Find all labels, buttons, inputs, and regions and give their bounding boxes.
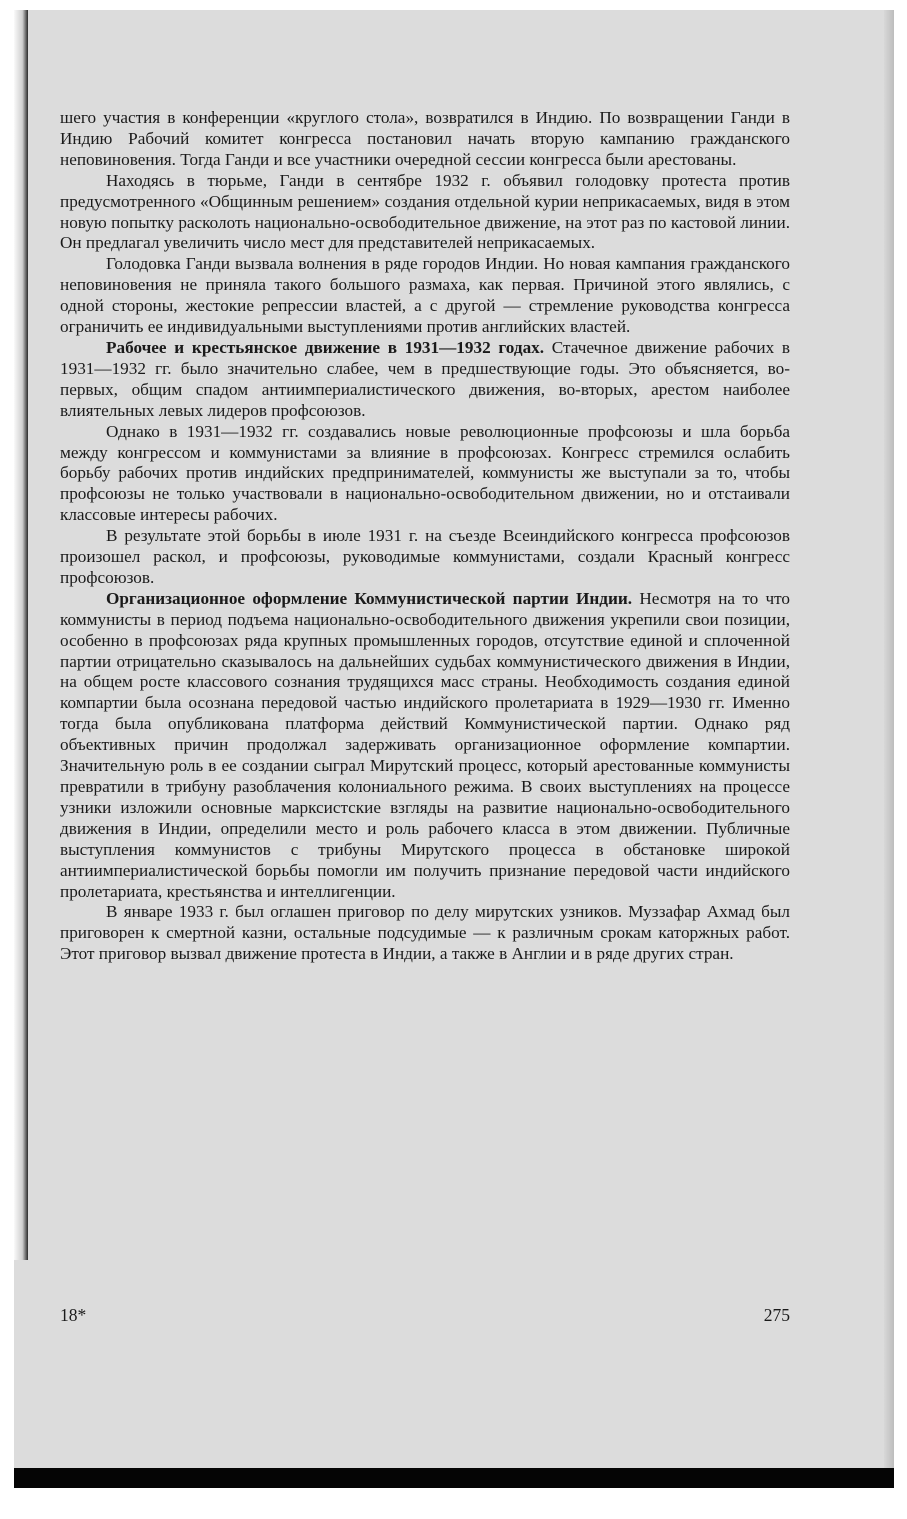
paragraph-1-text: шего участия в конференции «круглого стола», возвратился в Индию. По возвращении Ганди в Индию Рабочий комитет конгресса постановил начать вторую кампанию гражданского неповиновения. Тогда Ганди и все участники очередной сессии конгресса были арестованы. xyxy=(60,108,790,169)
paragraph-6-text: В результате этой борьбы в июле 1931 г. на съезде Всеиндийского конгресса профсоюзов произошел раскол, и профсоюзы, руководимые коммунистами, создали Красный конгресс профсоюзов. xyxy=(60,526,790,587)
section-heading-communist-party: Организационное оформление Коммунистической партии Индии. xyxy=(106,588,633,608)
scan-bottom-border xyxy=(14,1468,894,1488)
paragraph-2 xyxy=(60,171,790,255)
signature-mark: 18* xyxy=(60,1305,87,1325)
paragraph-2-text: Находясь в тюрьме, Ганди в сентябре 1932 г. объявил голодовку протеста против предусмотренного «Общинным решением» создания отдельной курии неприкасаемых, видя в этом новую попытку расколоть национально-освободительное движение, на этот раз по кастовой линии. Он предлагал увеличить число мест для представителей неприкасаемых. xyxy=(60,170,790,253)
paragraph-4-text: Стачечное движение рабочих в 1931—1932 гг. было значительно слабее, чем в предшествующие годы. Это объясняется, во-первых, общим спадом антиимпериалистического движения, во-вторых, арестом наиболее влиятельных левых лидеров профсоюзов. xyxy=(60,337,791,420)
paragraph-3 xyxy=(60,254,790,338)
paragraph-7 xyxy=(60,589,790,903)
paragraph-5 xyxy=(60,422,790,527)
paragraph-7-text: Несмотря на то что коммунисты в период подъема национально-освободительного движения укрепили свои позиции, особенно в профсоюзах ряда крупных промышленных городов, отсутствие единой и сплоченной партии отрицательно сказывалось на дальнейших судьбах коммунистического движения в Индии, на общем росте классового сознания трудящихся масс страны. Необходимость создания единой компартии была осознана передовой частью индийского пролетариата в 1929—1930 гг. Именно тогда была опубликована платформа действий Коммунистической партии. Однако ряд объективных причин продолжал задерживать организационное оформление компартии. Значительную роль в ее создании сыграл Мирутский процесс, который арестованные коммунисты превратили в трибуну разоблачения колониального режима. В своих выступлениях на процессе узники изложили основные марксистские взгляды на развитие национально-освободительного движения в Индии, определили место и роль рабочего класса в этом движении. Публичные выступления коммунистов с трибуны Мирутского процесса в обстановке широкой антиимпериалистической борьбы помогли им получить признание передовой части индийского пролетариата, крестьянства и интеллигенции. xyxy=(60,588,791,901)
paragraph-8-text: В январе 1933 г. был оглашен приговор по делу мирутских узников. Муззафар Ахмад был приговорен к смертной казни, остальные подсудимые — к различным срокам каторжных работ. Этот приговор вызвал движение протеста в Индии, а также в Англии и в ряде других стран. xyxy=(60,902,790,964)
page-right-edge xyxy=(884,10,894,1478)
paragraph-4 xyxy=(60,338,790,422)
paragraph-6 xyxy=(60,526,790,589)
paragraph-5-text: Однако в 1931—1932 гг. создавались новые революционные профсоюзы и шла борьба между конгрессом и коммунистами за влияние в профсоюзах. Конгресс стремился ослабить борьбу рабочих против индийских предпринимателей, коммунисты же выступали за то, чтобы профсоюзы не только участвовали в национально-освободительном движении, но и отстаивали классовые интересы рабочих. xyxy=(60,421,790,525)
page-left-edge xyxy=(14,10,28,1260)
paragraph-8 xyxy=(60,902,790,965)
section-heading-workers-movement: Рабочее и крестьянское движение в 1931—1932 годах. xyxy=(106,337,545,357)
paragraph-1 xyxy=(60,108,790,171)
body-text xyxy=(60,108,790,965)
paragraph-3-text: Голодовка Ганди вызвала волнения в ряде городов Индии. Но новая кампания гражданского неповиновения не приняла такого большого размаха, как первая. Причиной этого являлись, с одной стороны, жестокие репрессии властей, а с другой — стремление руководства конгресса ограничить ее индивидуальными выступлениями против английских властей. xyxy=(60,254,790,337)
page-number: 275 xyxy=(763,1305,790,1325)
